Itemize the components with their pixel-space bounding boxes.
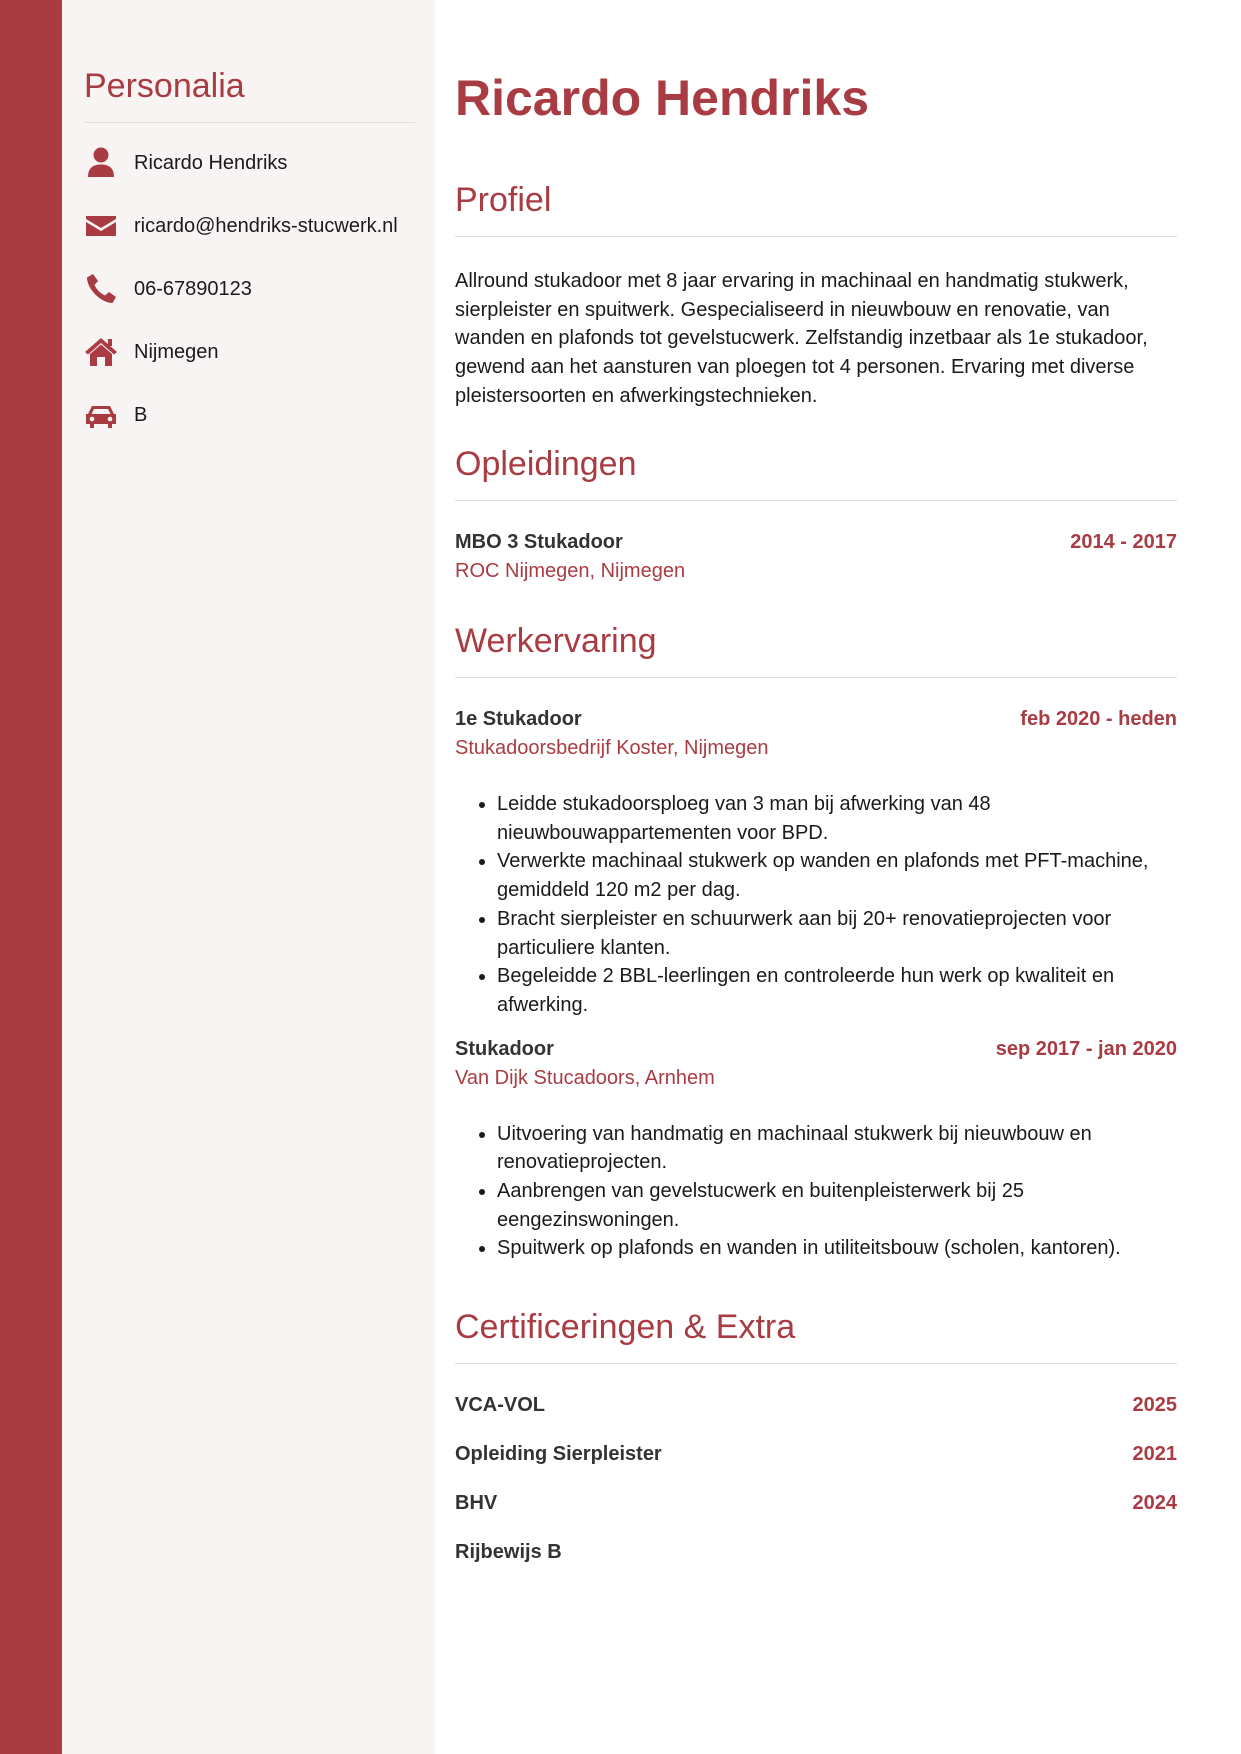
certifications-list bbox=[455, 1394, 1177, 1590]
contact-phone-text[interactable]: 06-67890123 bbox=[134, 277, 252, 300]
experience-divider bbox=[455, 677, 1177, 678]
experience-entry-1 bbox=[455, 708, 1177, 1020]
certifications-divider bbox=[455, 1363, 1177, 1364]
contact-location bbox=[84, 332, 415, 372]
profile-text: Allround stukadoor met 8 jaar ervaring in machinaal en handmatig stukwerk, sierpleister en spuitwerk. Gespecialiseerd in nieuwbouw en renovatie, van wanden en plafonds tot gevelstucwerk. Zelfstandig inzetbaar als 1e stukadoor, gewend aan het aansturen van ploegen tot 4 personen. Ervaring met diverse pleistersoorten en afwerkingstechnieken. bbox=[455, 270, 1148, 407]
experience-entry-2 bbox=[455, 1038, 1177, 1264]
contact-name bbox=[84, 143, 415, 183]
contact-license bbox=[84, 395, 415, 435]
experience-entry-employer: Stukadoorsbedrijf Koster, Nijmegen bbox=[455, 737, 769, 759]
user-icon bbox=[84, 146, 118, 180]
contact-email-text[interactable]: ricardo@hendriks-stucwerk.nl bbox=[134, 214, 398, 237]
experience-title: Werkervaring bbox=[455, 622, 657, 660]
certification-title: VCA-VOL bbox=[455, 1394, 545, 1416]
sidebar-divider bbox=[84, 122, 415, 123]
contact-license-text: B bbox=[134, 403, 148, 426]
experience-entry-bullets bbox=[455, 1120, 1177, 1264]
education-title: Opleidingen bbox=[455, 445, 637, 483]
certification-year: 2021 bbox=[1132, 1443, 1177, 1465]
certifications-title: Certificeringen & Extra bbox=[455, 1308, 796, 1346]
list-item: • Leidde stukadoorsploeg van 3 man bij afwerking van 48 nieuwbouwappartementen voor BPD. bbox=[497, 790, 1177, 847]
experience-entry-date: feb 2020 - heden bbox=[1020, 708, 1177, 730]
experience-entry-date: sep 2017 - jan 2020 bbox=[995, 1037, 1177, 1060]
experience-entry-title: Stukadoor bbox=[455, 1037, 554, 1060]
certification-title: Opleiding Sierpleister bbox=[455, 1443, 662, 1465]
education-entry-school: ROC Nijmegen, Nijmegen bbox=[455, 560, 686, 582]
contact-location-text: Nijmegen bbox=[134, 340, 219, 363]
certification-year: 2025 bbox=[1132, 1394, 1177, 1416]
contact-name-text: Ricardo Hendriks bbox=[134, 151, 288, 174]
experience-section bbox=[455, 619, 1177, 1263]
education-entry-title: MBO 3 Stukadoor bbox=[455, 531, 623, 553]
profile-title: Profiel bbox=[455, 181, 552, 219]
list-item: • Verwerkte machinaal stukwerk op wanden en plafonds met PFT-machine, gemiddeld 120 m2 per dag. bbox=[497, 847, 1177, 904]
education-entry bbox=[455, 531, 1177, 583]
education-divider bbox=[455, 500, 1177, 501]
experience-entry-title: 1e Stukadoor bbox=[455, 708, 582, 730]
accent-bar bbox=[0, 0, 62, 1754]
car-icon bbox=[84, 398, 118, 432]
list-item: • Bracht sierpleister en schuurwerk aan bij 20+ renovatieprojecten voor particuliere klanten. bbox=[497, 905, 1177, 962]
certifications-section bbox=[455, 1305, 1177, 1590]
contact-email bbox=[84, 206, 415, 246]
list-item: • Aanbrengen van gevelstucwerk en buitenpleisterwerk bij 25 eengezinswoningen. bbox=[497, 1177, 1177, 1234]
education-section bbox=[455, 442, 1177, 583]
list-item: • Uitvoering van handmatig en machinaal stukwerk bij nieuwbouw en renovatieprojecten. bbox=[497, 1120, 1177, 1177]
certification-row bbox=[455, 1492, 1177, 1541]
certification-year: 2024 bbox=[1132, 1492, 1177, 1514]
profile-divider bbox=[455, 236, 1177, 237]
phone-icon bbox=[84, 272, 118, 306]
experience-entry-bullets bbox=[455, 790, 1177, 1020]
candidate-name: Ricardo Hendriks bbox=[455, 70, 870, 126]
list-item: • Spuitwerk op plafonds en wanden in utiliteitsbouw (scholen, kantoren). bbox=[497, 1234, 1177, 1263]
list-item: • Begeleidde 2 BBL-leerlingen en controleerde hun werk op kwaliteit en afwerking. bbox=[497, 962, 1177, 1019]
certification-title: Rijbewijs B bbox=[455, 1541, 562, 1563]
contact-phone bbox=[84, 269, 415, 309]
certification-title: BHV bbox=[455, 1492, 498, 1514]
contact-list bbox=[84, 143, 415, 435]
profile-section bbox=[455, 178, 1177, 411]
education-entry-date: 2014 - 2017 bbox=[1070, 531, 1177, 553]
certification-row bbox=[455, 1394, 1177, 1443]
home-icon bbox=[84, 335, 118, 369]
sidebar bbox=[62, 0, 435, 1754]
certification-row bbox=[455, 1541, 1177, 1590]
sidebar-title: Personalia bbox=[84, 67, 245, 105]
envelope-icon bbox=[84, 209, 118, 243]
experience-entry-employer: Van Dijk Stucadoors, Arnhem bbox=[455, 1066, 715, 1089]
certification-row bbox=[455, 1443, 1177, 1492]
